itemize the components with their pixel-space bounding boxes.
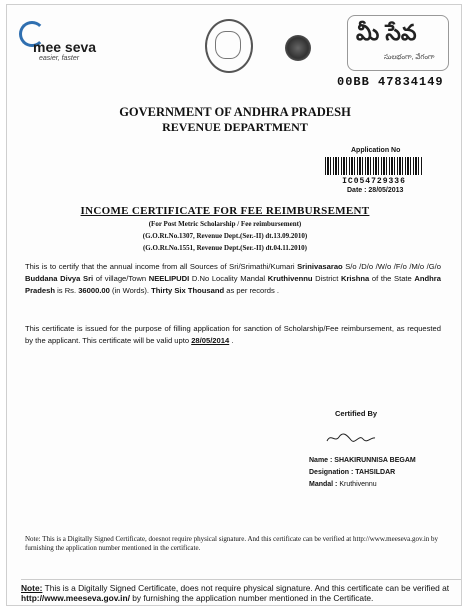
date-label: Date : [347, 187, 367, 194]
purpose-end: . [231, 336, 234, 345]
officer-name-row [309, 457, 416, 464]
body-text: This is to certify that the annual income from all Sources of Sri/Srimathi/Kumari [25, 262, 295, 271]
body-text: S/o /D/o /W/o /F/o /M/o /G/o [345, 262, 441, 271]
mee-seva-telugu-logo [347, 15, 449, 71]
barcode-icon [325, 157, 423, 175]
body-text: of the State [371, 274, 412, 283]
body-text: is Rs. [57, 286, 77, 295]
issue-date [347, 187, 403, 194]
officer-name-label: Name : [309, 457, 333, 464]
body-text: (in Words). [112, 286, 150, 295]
verification-link[interactable]: http://www.meeseva.gov.in/ [21, 593, 130, 603]
applicant-name: Srinivasarao [297, 262, 343, 271]
body-text: D.No Locality Mandal [191, 274, 266, 283]
officer-signature [325, 431, 377, 445]
officer-name: SHAKIRUNNISA BEGAM [334, 457, 416, 464]
serial-number: 00BB 47834149 [337, 75, 444, 89]
logo-brand-text: mee seva [33, 39, 97, 55]
designation-value: TAHSILDAR [355, 469, 396, 476]
signatory-mandal-label: Mandal : [309, 481, 338, 488]
relation-name: Buddana Divya Sri [25, 274, 94, 283]
mandal-row [309, 481, 377, 488]
digital-signature-note: Note: This is a Digitally Signed Certificate, doesnot require physical signature. And this certificate can be verified at http://www.meeseva.gov.in by furnishing the application number mentioned in the certificate. [25, 535, 439, 552]
body-text: as per records . [226, 286, 280, 295]
certified-by-label: Certified By [335, 409, 378, 418]
village-name: NEELIPUDI [148, 274, 190, 283]
income-amount-words: Thirty Six Thousand [151, 286, 225, 295]
valid-upto-date: 28/05/2014 [191, 336, 230, 345]
signatory-mandal-value: Kruthivennu [339, 481, 377, 488]
mee-seva-logo [19, 21, 97, 65]
income-amount: 36000.00 [78, 286, 110, 295]
verification-note [21, 579, 461, 603]
note-text: This is a Digitally Signed Certificate, does not require physical signature. And this certificate can be verified at [44, 583, 450, 593]
body-text: District [315, 274, 339, 283]
purpose-text: This certificate is issued for the purpose of filling application for sanction of Scholarship/Fee reimbursement, as requested by the applicant. This certificate will be valid upto [25, 324, 441, 345]
body-text: of village/Town [95, 274, 147, 283]
government-heading: GOVERNMENT OF ANDHRA PRADESH [119, 105, 351, 119]
application-number: IC054729336 [342, 177, 406, 186]
date-value: 28/05/2013 [368, 187, 404, 194]
note-label: Note: [21, 583, 43, 593]
state-name: Andhra Pradesh [25, 274, 441, 295]
mandal-name: Kruthivennu [267, 274, 313, 283]
designation-label: Designation : [309, 469, 354, 476]
certificate-title: INCOME CERTIFICATE FOR FEE REIMBURSEMENT [80, 205, 370, 217]
certificate-body [25, 261, 441, 297]
telugu-logo-text: మీ సేవ [356, 20, 417, 45]
government-seal-icon [205, 19, 253, 73]
application-number-label: Application No [351, 147, 401, 154]
district-name: Krishna [340, 274, 370, 283]
certificate-subtitle: (For Post Metric Scholarship / Fee reimbursement) [148, 220, 302, 228]
designation-row [309, 469, 395, 476]
department-heading: REVENUE DEPARTMENT [162, 120, 308, 134]
certificate-purpose [25, 323, 441, 347]
note-text-end: by furnishing the application number mentioned in the Certificate. [132, 593, 374, 603]
hologram-stamp-icon [285, 35, 311, 61]
logo-tagline: easier, faster [39, 55, 80, 62]
government-order-2: (G.O.Rt.No.1551, Revenue Dept.(Ser.-II) dt.04.11.2010) [142, 244, 308, 252]
government-order-1: (G.O.Rt.No.1307, Revenue Dept.(Ser.-II) dt.13.09.2010) [142, 232, 308, 240]
certificate-page [6, 4, 462, 606]
telugu-logo-tagline: సులభంగా, వేగంగా [384, 54, 435, 61]
